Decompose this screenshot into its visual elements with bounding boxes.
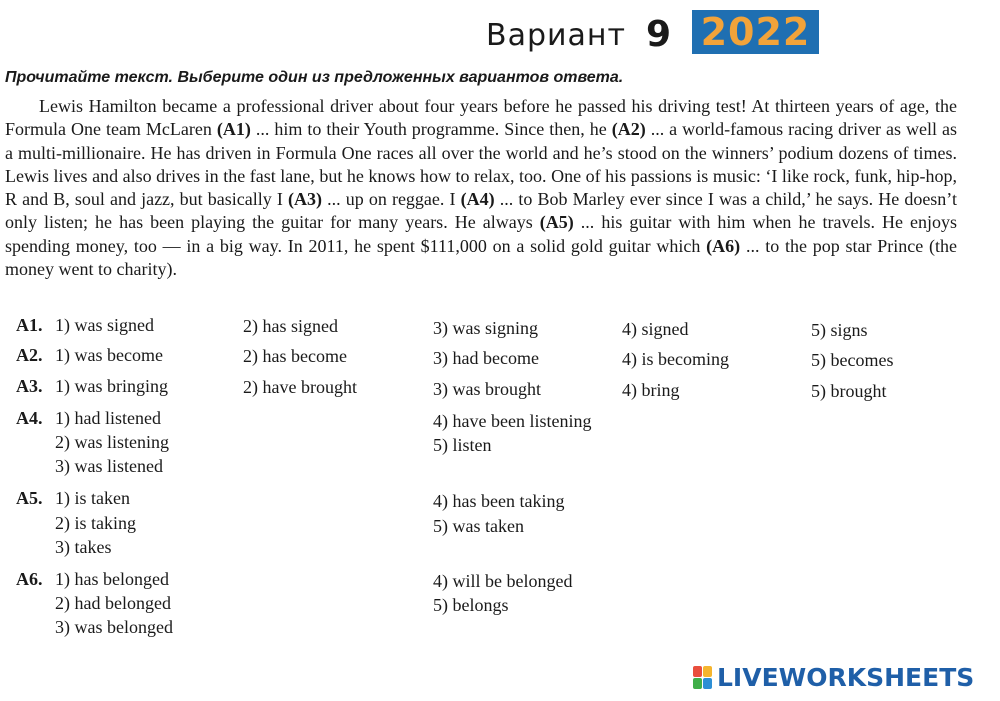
passage-text: ... to the pop star Prince (the money went to charity).: [5, 235, 957, 280]
answer-option[interactable]: 3) had become: [433, 348, 539, 368]
gap-marker-a1: (A1): [216, 119, 251, 140]
liveworksheets-logo-text: LIVEWORKSHEETS: [717, 663, 975, 692]
answer-option[interactable]: 2) has become: [243, 346, 347, 366]
answer-option[interactable]: 3) was brought: [433, 379, 541, 399]
question-label-a5: A5.: [16, 488, 43, 508]
answer-option[interactable]: 2) have brought: [243, 377, 357, 397]
gap-marker-a4: (A4): [460, 189, 495, 210]
answer-option[interactable]: 2) had belonged: [55, 593, 171, 613]
passage-text: ... up on reggae. I: [321, 189, 461, 210]
liveworksheets-logo-icon: [693, 666, 712, 690]
answer-option[interactable]: 3) was belonged: [55, 617, 173, 637]
answer-option[interactable]: 2) is taking: [55, 513, 136, 533]
answer-option[interactable]: 4) is becoming: [622, 349, 729, 369]
gap-marker-a3: (A3): [287, 189, 322, 210]
gap-marker-a5: (A5): [539, 212, 574, 233]
answer-option[interactable]: 1) has belonged: [55, 569, 169, 589]
passage-text: Lewis Hamilton became a professional driver about four years before he passed his driving test! At thirteen years of age, the Formula One team McLaren: [5, 96, 957, 140]
reading-passage: [5, 95, 957, 281]
answer-option[interactable]: 4) has been taking: [433, 491, 565, 511]
answer-option[interactable]: 1) was become: [55, 345, 163, 365]
answer-option[interactable]: 4) will be belonged: [433, 571, 573, 591]
answer-option[interactable]: 2) has signed: [243, 316, 338, 336]
passage-text: ... his guitar with him when he travels. He enjoys spending money, too — in a big way. In 2011, he spent $111,000 on a solid gold guitar which: [5, 212, 958, 256]
variant-label: Вариант: [486, 18, 626, 53]
answer-option[interactable]: 4) have been listening: [433, 411, 592, 431]
passage-text: ... him to their Youth programme. Since then, he: [250, 119, 612, 140]
answer-option[interactable]: 1) had listened: [55, 408, 161, 428]
gap-marker-a6: (A6): [706, 235, 741, 256]
answer-option[interactable]: 4) bring: [622, 380, 680, 400]
variant-number: 9: [646, 14, 672, 55]
answer-option[interactable]: 5) becomes: [811, 350, 894, 370]
answer-option[interactable]: 2) was listening: [55, 432, 169, 452]
liveworksheets-logo[interactable]: [693, 663, 993, 693]
answer-option[interactable]: 5) listen: [433, 435, 492, 455]
answer-option[interactable]: 1) was signed: [55, 315, 154, 335]
answer-option[interactable]: 3) takes: [55, 537, 112, 557]
year-badge: 2022: [692, 10, 819, 54]
answer-option[interactable]: 5) brought: [811, 381, 887, 401]
passage-text: ... to Bob Marley ever since I was a child,’ he says. He doesn’t only listen; he has been playing the guitar for many years. He always: [5, 189, 957, 233]
question-label-a6: A6.: [16, 569, 43, 589]
question-label-a4: A4.: [16, 408, 43, 428]
answer-option[interactable]: 5) belongs: [433, 595, 509, 615]
answer-option[interactable]: 5) signs: [811, 320, 868, 340]
answer-option[interactable]: 4) signed: [622, 319, 689, 339]
question-label-a2: A2.: [16, 345, 43, 365]
question-label-a3: A3.: [16, 376, 43, 396]
answer-option[interactable]: 1) was bringing: [55, 376, 168, 396]
gap-marker-a2: (A2): [611, 119, 646, 140]
answer-option[interactable]: 1) is taken: [55, 488, 130, 508]
question-label-a1: A1.: [16, 315, 43, 335]
passage-text: ... a world-famous racing driver as well as a multi-millionaire. He has driven in Formula One races all over the world and he’s stood on the winners’ podium dozens of times. Lewis lives and also drives in the fast lane, but he knows how to relax, too. One of his passions is music: ‘I like rock, funk, hip-hop, R and B, soul and jazz, but basically I: [5, 119, 957, 210]
answer-option[interactable]: 3) was signing: [433, 318, 538, 338]
answer-option[interactable]: 3) was listened: [55, 456, 163, 476]
instruction-text: Прочитайте текст. Выберите один из предложенных вариантов ответа.: [5, 69, 624, 86]
answer-option[interactable]: 5) was taken: [433, 516, 524, 536]
